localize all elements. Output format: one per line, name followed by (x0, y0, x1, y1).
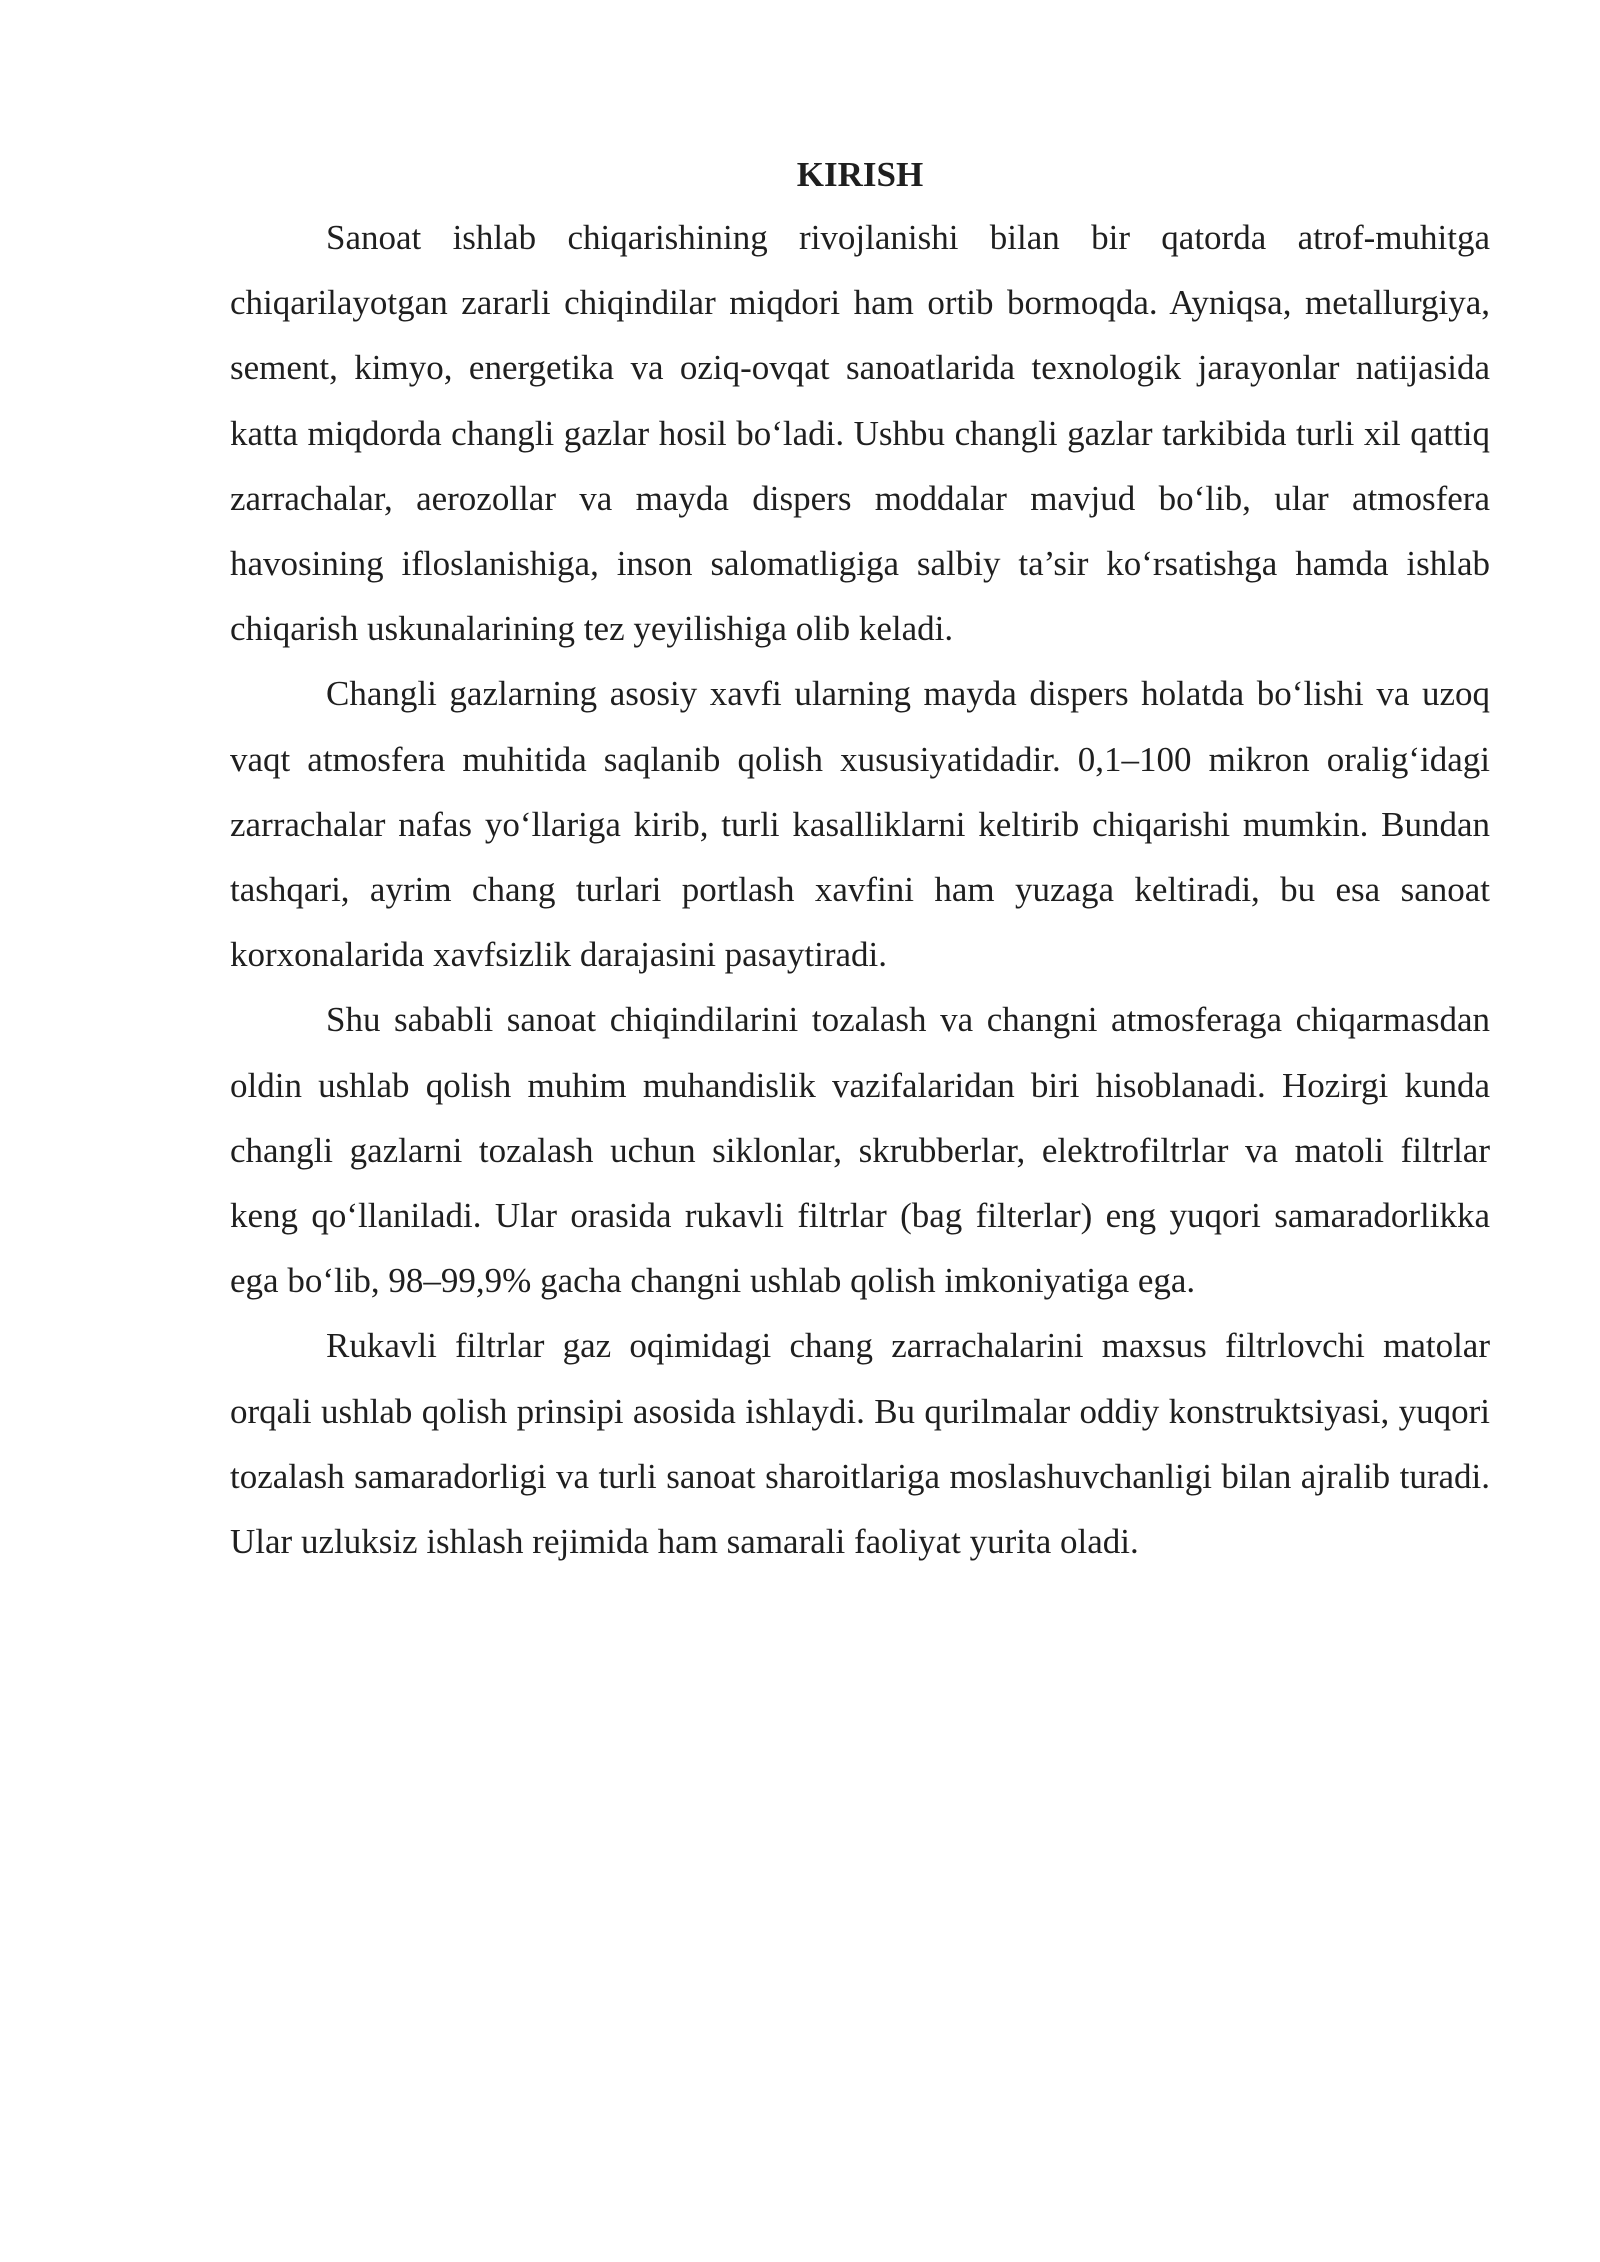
paragraph-4: Rukavli filtrlar gaz oqimidagi chang zarrachalarini maxsus filtrlovchi matolar orqali ushlab qolish prinsipi asosida ishlaydi. Bu qurilmalar oddiy konstruktsiyasi, yuqori tozalash samaradorligi va turli sanoat sharoitlariga moslashuvchanligi bilan ajralib turadi. Ular uzluksiz ishlash rejimida ham samarali faoliyat yurita oladi. (230, 1326, 1490, 1562)
paragraph-3: Shu sababli sanoat chiqindilarini tozalash va changni atmosferaga chiqarmasdan oldin ushlab qolish muhim muhandislik vazifalaridan biri hisoblanadi. Hozirgi kunda changli gazlarni tozalash uchun siklonlar, skrubberlar, elektrofiltrlar va matoli filtrlar keng qo‘llaniladi. Ular orasida rukavli filtrlar (bag filterlar) eng yuqori samaradorlikka ega bo‘lib, 98–99,9% gacha changni ushlab qolish imkoniyatiga ega. (230, 1000, 1490, 1301)
paragraph-1: Sanoat ishlab chiqarishining rivojlanishi bilan bir qatorda atrof-muhitga chiqarilayotgan zararli chiqindilar miqdori ham ortib bormoqda. Ayniqsa, metallurgiya, sement, kimyo, energetika va oziq-ovqat sanoatlarida texnologik jarayonlar natijasida katta miqdorda changli gazlar hosil bo‘ladi. Ushbu changli gazlar tarkibida turli xil qattiq zarrachalar, aerozollar va mayda dispers moddalar mavjud bo‘lib, ular atmosfera havosining ifloslanishiga, inson salomatligiga salbiy ta’sir ko‘rsatishga hamda ishlab chiqarish uskunalarining tez yeyilishiga olib keladi. (230, 218, 1490, 649)
page-title: KIRISH (796, 155, 924, 194)
paragraph-2: Changli gazlarning asosiy xavfi ularning mayda dispers holatda bo‘lishi va uzoq vaqt atmosfera muhitida saqlanib qolish xususiyatidadir. 0,1–100 mikron oralig‘idagi zarrachalar nafas yo‘llariga kirib, turli kasalliklarni keltirib chiqarishi mumkin. Bundan tashqari, ayrim chang turlari portlash xavfini ham yuzaga keltiradi, bu esa sanoat korxonalarida xavfsizlik darajasini pasaytiradi. (230, 674, 1490, 975)
document-body (230, 145, 1490, 1574)
